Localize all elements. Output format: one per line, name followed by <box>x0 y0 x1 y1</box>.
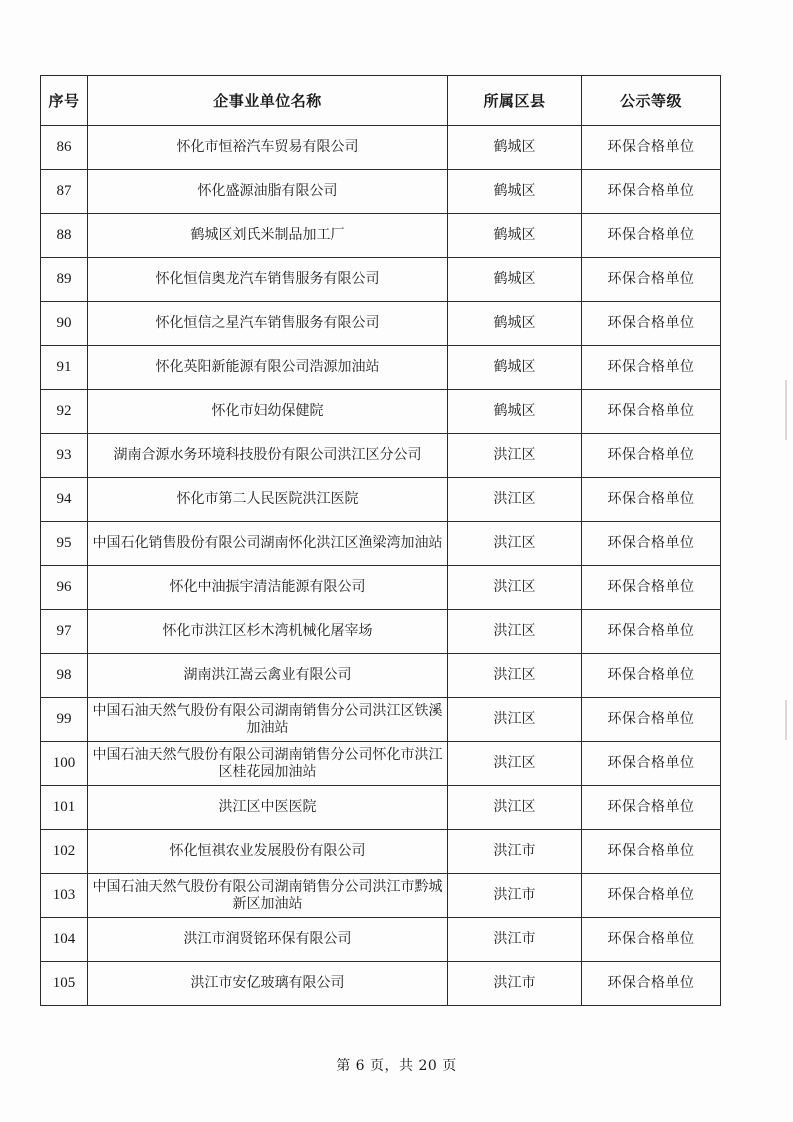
row-index-cell: 92 <box>41 390 88 434</box>
row-name-cell: 怀化英阳新能源有限公司浩源加油站 <box>88 346 448 390</box>
row-district-cell: 洪江区 <box>448 522 582 566</box>
table-row <box>41 962 721 1006</box>
table-row <box>41 214 721 258</box>
table-row <box>41 434 721 478</box>
row-name-cell: 中国石油天然气股份有限公司湖南销售分公司洪江市黔城新区加油站 <box>88 874 448 918</box>
row-index-cell: 87 <box>41 170 88 214</box>
row-grade-cell: 环保合格单位 <box>582 390 721 434</box>
row-name-cell: 怀化盛源油脂有限公司 <box>88 170 448 214</box>
row-index-cell: 86 <box>41 126 88 170</box>
row-name-cell: 湖南洪江嵩云禽业有限公司 <box>88 654 448 698</box>
row-name-cell: 洪江市润贤铭环保有限公司 <box>88 918 448 962</box>
header-name: 企事业单位名称 <box>88 76 448 126</box>
header-index: 序号 <box>41 76 88 126</box>
row-name-cell: 怀化恒祺农业发展股份有限公司 <box>88 830 448 874</box>
row-grade-cell: 环保合格单位 <box>582 478 721 522</box>
page-number: 第 6 页，共 20 页 <box>336 1058 457 1074</box>
table-row <box>41 698 721 742</box>
row-grade-cell: 环保合格单位 <box>582 522 721 566</box>
row-name-cell: 洪江市安亿玻璃有限公司 <box>88 962 448 1006</box>
row-name-cell: 怀化市恒裕汽车贸易有限公司 <box>88 126 448 170</box>
header-district: 所属区县 <box>448 76 582 126</box>
row-grade-cell: 环保合格单位 <box>582 566 721 610</box>
row-index-cell: 95 <box>41 522 88 566</box>
header-grade: 公示等级 <box>582 76 721 126</box>
row-district-cell: 洪江市 <box>448 830 582 874</box>
row-grade-cell: 环保合格单位 <box>582 918 721 962</box>
table-body <box>41 126 721 1006</box>
row-index-cell: 98 <box>41 654 88 698</box>
table-row <box>41 522 721 566</box>
row-district-cell: 洪江区 <box>448 698 582 742</box>
row-index-cell: 102 <box>41 830 88 874</box>
row-name-cell: 怀化市洪江区杉木湾机械化屠宰场 <box>88 610 448 654</box>
row-district-cell: 鹤城区 <box>448 390 582 434</box>
row-district-cell: 洪江区 <box>448 434 582 478</box>
row-grade-cell: 环保合格单位 <box>582 170 721 214</box>
row-grade-cell: 环保合格单位 <box>582 962 721 1006</box>
row-grade-cell: 环保合格单位 <box>582 786 721 830</box>
row-name-cell: 湖南合源水务环境科技股份有限公司洪江区分公司 <box>88 434 448 478</box>
row-district-cell: 鹤城区 <box>448 258 582 302</box>
table-row <box>41 742 721 786</box>
table-row <box>41 478 721 522</box>
row-district-cell: 洪江区 <box>448 610 582 654</box>
row-name-cell: 鹤城区刘氏米制品加工厂 <box>88 214 448 258</box>
row-district-cell: 鹤城区 <box>448 170 582 214</box>
row-district-cell: 鹤城区 <box>448 346 582 390</box>
row-grade-cell: 环保合格单位 <box>582 610 721 654</box>
row-grade-cell: 环保合格单位 <box>582 434 721 478</box>
row-index-cell: 101 <box>41 786 88 830</box>
table-row <box>41 390 721 434</box>
row-name-cell: 怀化恒信之星汽车销售服务有限公司 <box>88 302 448 346</box>
scan-edge-mark <box>785 700 787 740</box>
row-name-cell: 中国石化销售股份有限公司湖南怀化洪江区渔梁湾加油站 <box>88 522 448 566</box>
row-district-cell: 鹤城区 <box>448 126 582 170</box>
row-grade-cell: 环保合格单位 <box>582 346 721 390</box>
table-row <box>41 126 721 170</box>
row-grade-cell: 环保合格单位 <box>582 258 721 302</box>
row-grade-cell: 环保合格单位 <box>582 698 721 742</box>
row-index-cell: 93 <box>41 434 88 478</box>
row-name-cell: 中国石油天然气股份有限公司湖南销售分公司洪江区铁溪加油站 <box>88 698 448 742</box>
row-district-cell: 鹤城区 <box>448 302 582 346</box>
row-index-cell: 97 <box>41 610 88 654</box>
row-index-cell: 96 <box>41 566 88 610</box>
table-row <box>41 786 721 830</box>
row-index-cell: 91 <box>41 346 88 390</box>
row-district-cell: 洪江区 <box>448 742 582 786</box>
table-header-row <box>41 76 721 126</box>
row-district-cell: 洪江市 <box>448 962 582 1006</box>
row-grade-cell: 环保合格单位 <box>582 214 721 258</box>
row-district-cell: 洪江区 <box>448 478 582 522</box>
row-index-cell: 103 <box>41 874 88 918</box>
row-grade-cell: 环保合格单位 <box>582 742 721 786</box>
row-grade-cell: 环保合格单位 <box>582 830 721 874</box>
table-row <box>41 610 721 654</box>
row-district-cell: 洪江区 <box>448 654 582 698</box>
row-index-cell: 90 <box>41 302 88 346</box>
table-row <box>41 654 721 698</box>
table-row <box>41 874 721 918</box>
row-district-cell: 洪江市 <box>448 874 582 918</box>
row-name-cell: 怀化市妇幼保健院 <box>88 390 448 434</box>
row-index-cell: 89 <box>41 258 88 302</box>
enterprise-table <box>40 75 721 1006</box>
table-row <box>41 258 721 302</box>
row-district-cell: 鹤城区 <box>448 214 582 258</box>
row-grade-cell: 环保合格单位 <box>582 126 721 170</box>
table-row <box>41 302 721 346</box>
table-row <box>41 566 721 610</box>
row-grade-cell: 环保合格单位 <box>582 874 721 918</box>
row-index-cell: 99 <box>41 698 88 742</box>
row-index-cell: 105 <box>41 962 88 1006</box>
table-row <box>41 346 721 390</box>
scan-edge-mark <box>785 380 787 440</box>
row-name-cell: 中国石油天然气股份有限公司湖南销售分公司怀化市洪江区桂花园加油站 <box>88 742 448 786</box>
row-name-cell: 怀化中油振宇清洁能源有限公司 <box>88 566 448 610</box>
row-name-cell: 怀化市第二人民医院洪江医院 <box>88 478 448 522</box>
row-name-cell: 怀化恒信奥龙汽车销售服务有限公司 <box>88 258 448 302</box>
row-grade-cell: 环保合格单位 <box>582 654 721 698</box>
row-index-cell: 100 <box>41 742 88 786</box>
row-district-cell: 洪江区 <box>448 566 582 610</box>
row-district-cell: 洪江市 <box>448 918 582 962</box>
table-row <box>41 830 721 874</box>
table-row <box>41 918 721 962</box>
row-name-cell: 洪江区中医医院 <box>88 786 448 830</box>
row-grade-cell: 环保合格单位 <box>582 302 721 346</box>
table-row <box>41 170 721 214</box>
row-index-cell: 88 <box>41 214 88 258</box>
row-index-cell: 104 <box>41 918 88 962</box>
row-district-cell: 洪江区 <box>448 786 582 830</box>
row-index-cell: 94 <box>41 478 88 522</box>
